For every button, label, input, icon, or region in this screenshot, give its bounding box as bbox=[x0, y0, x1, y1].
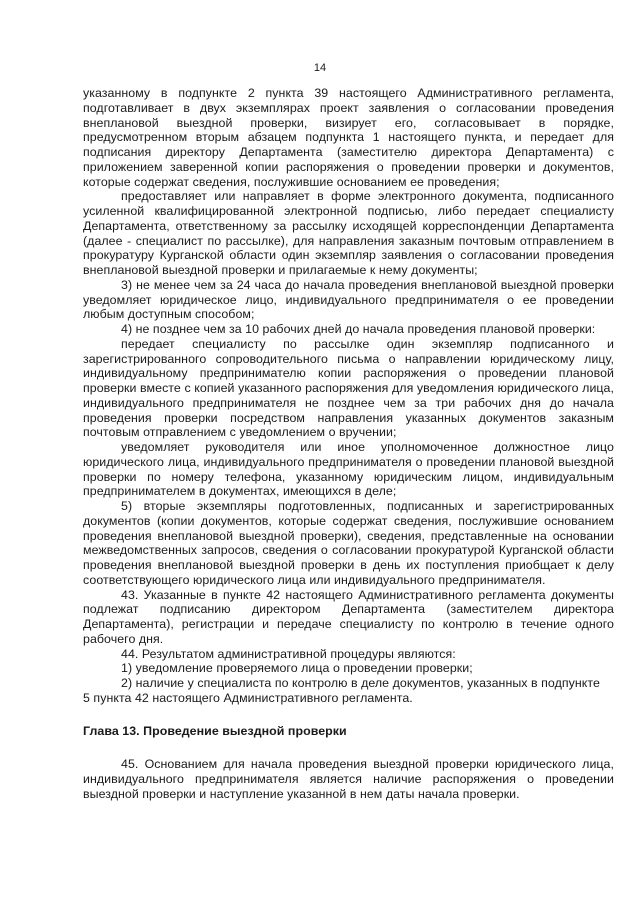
paragraph: 43. Указанные в пункте 42 настоящего Административного регламента документы подлежат подписанию директором Департамента (заместителем директора Департамента), регистрации и передаче специалисту по контролю в течение одного рабочего дня. bbox=[83, 587, 614, 646]
chapter-title: Глава 13. Проведение выездной проверки bbox=[83, 723, 347, 738]
paragraph: 5) вторые экземпляры подготовленных, подписанных и зарегистрированных документов (копии документов, которые содержат сведения, послужившие основанием проведения внеплановой выездной проверки), сведения, представленные на основании межведомственных запросов, сведения о согласовании прокуратурой Курганской области проведения внеплановой выездной проверки в день их поступления приобщает к делу соответствующего юридического лица или индивидуального предпринимателя. bbox=[83, 499, 614, 587]
paragraph: 44. Результатом административной процедуры являются: bbox=[121, 646, 456, 661]
paragraph-continuation: указанному в подпункте 2 пункта 39 настоящего Административного регламента, подготавливает в двух экземплярах проект заявления о согласовании проведения внеплановой выездной проверки, визирует его, согласовывает в порядке, предусмотренном вторым абзацем подпункта 1 настоящего пункта, и передает для подписания директору Департамента (заместителю директора Департамента) с приложением заверенной копии распоряжения о проведении проверки и документов, которые содержат сведения, послужившие основанием ее проведения; bbox=[83, 86, 614, 189]
page-number: 14 bbox=[313, 62, 327, 74]
paragraph: 4) не позднее чем за 10 рабочих дней до начала проведения плановой проверки: bbox=[121, 322, 596, 336]
paragraph: передает специалисту по рассылке один экземпляр подписанного и зарегистрированного сопроводительного письма о направлении юридическому лицу, индивидуальному предпринимателю копии распоряжения о проведении плановой проверки вместе с копией указанного распоряжения для уведомления юридического лица, индивидуального предпринимателя не позднее чем за три рабочих дня до начала проведения проверки посредством направления указанных документов заказным почтовым отправлением с уведомлением о вручении; bbox=[83, 336, 614, 440]
paragraph: 3) не менее чем за 24 часа до начала проведения внеплановой выездной проверки уведомляет юридическое лицо, индивидуального предпринимателя о ее проведении любым доступным способом; bbox=[83, 277, 614, 322]
paragraph-tail: 5 пункта 42 настоящего Административного регламента. bbox=[83, 690, 413, 705]
paragraph: 1) уведомление проверяемого лица о проведении проверки; bbox=[121, 661, 473, 676]
paragraph: уведомляет руководителя или иное уполномоченное должностное лицо юридического лица, индивидуального предпринимателя о проведении плановой выездной проверки по номеру телефона, указанному юридическим лицом, индивидуальным предпринимателем в документах, имеющихся в деле; bbox=[83, 440, 614, 499]
paragraph: предоставляет или направляет в форме электронного документа, подписанного усиленной квалифицированной электронной подписью, либо передает специалисту Департамента, ответственному за рассылку исходящей корреспонденции Департамента (далее - специалист по рассылке), для направления заказным почтовым отправлением в прокуратуру Курганской области один экземпляр заявления о согласовании проведения внеплановой выездной проверки и прилагаемые к нему документы; bbox=[83, 189, 614, 277]
closing-paragraph: 45. Основанием для начала проведения выездной проверки юридического лица, индивидуального предпринимателя является наличие распоряжения о проведении выездной проверки и наступление указанной в нем даты начала проверки. bbox=[83, 757, 614, 801]
paragraph: 2) наличие у специалиста по контролю в деле документов, указанных в подпункте bbox=[121, 676, 600, 690]
document-body bbox=[83, 86, 614, 802]
